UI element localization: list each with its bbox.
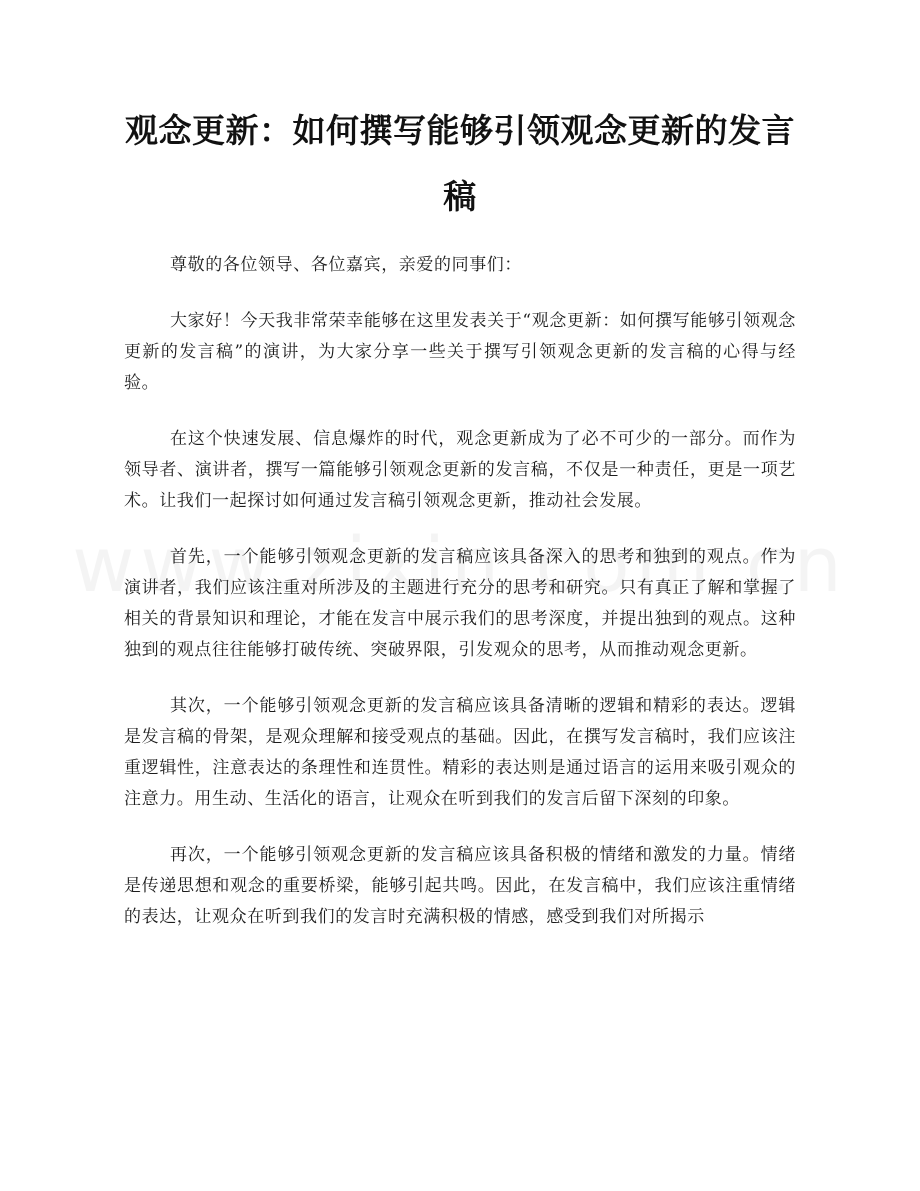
paragraph-greeting: 大家好！今天我非常荣幸能够在这里发表关于“观念更新：如何撰写能够引领观念更新的发言稿”的演讲，为大家分享一些关于撰写引领观念更新的发言稿的心得与经验。 (124, 311, 796, 393)
page-title: 观念更新：如何撰写能够引领观念更新的发言稿 (125, 111, 795, 216)
paragraph-first-point: 首先，一个能够引领观念更新的发言稿应该具备深入的思考和独到的观点。作为演讲者，我们应该注重对所涉及的主题进行充分的思考和研究。只有真正了解和掌握了相关的背景知识和理论，才能在发言中展示我们的思考深度，并提出独到的观点。这种独到的观点往往能够打破传统、突破界限，引发观众的思考，从而推动观念更新。 (124, 547, 796, 660)
paragraph-salutation: 尊敬的各位领导、各位嘉宾，亲爱的同事们： (170, 255, 522, 275)
document-body (124, 250, 796, 958)
paragraph-second-point: 其次，一个能够引领观念更新的发言稿应该具备清晰的逻辑和精彩的表达。逻辑是发言稿的骨架，是观众理解和接受观点的基础。因此，在撰写发言稿时，我们应该注重逻辑性，注意表达的条理性和连贯性。精彩的表达则是通过语言的运用来吸引观众的注意力。用生动、生活化的语言，让观众在听到我们的发言后留下深刻的印象。 (124, 696, 796, 809)
paragraph-intro: 在这个快速发展、信息爆炸的时代，观念更新成为了必不可少的一部分。而作为领导者、演讲者，撰写一篇能够引领观念更新的发言稿，不仅是一种责任，更是一项艺术。让我们一起探讨如何通过发言稿引领观念更新，推动社会发展。 (124, 429, 796, 511)
paragraph-third-point: 再次，一个能够引领观念更新的发言稿应该具备积极的情绪和激发的力量。情绪是传递思想和观念的重要桥梁，能够引起共鸣。因此，在发言稿中，我们应该注重情绪的表达，让观众在听到我们的发言时充满积极的情感，感受到我们对所揭示 (124, 845, 796, 927)
